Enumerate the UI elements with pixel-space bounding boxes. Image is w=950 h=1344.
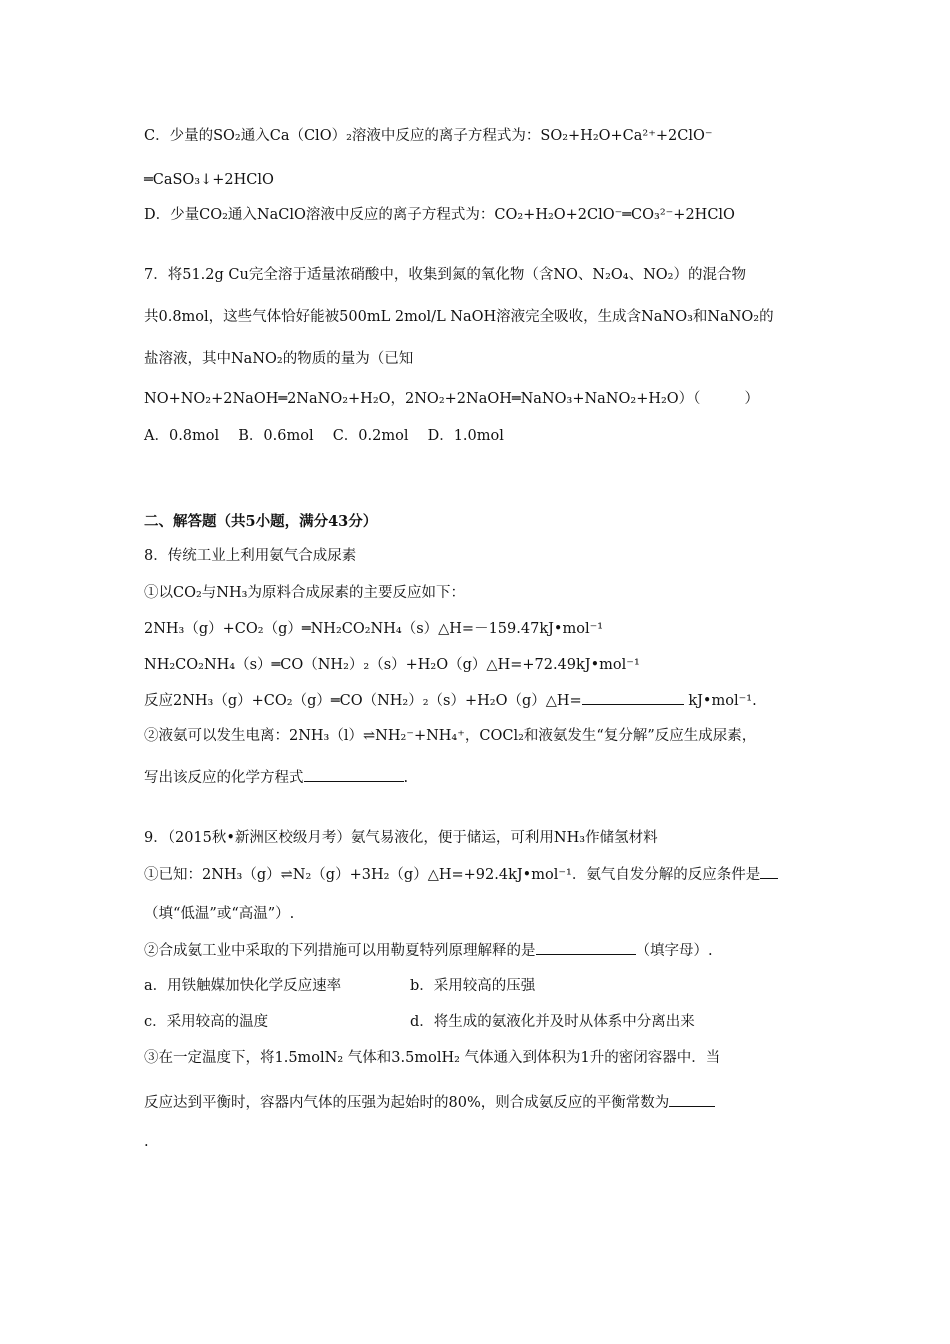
q6-option-d: D．少量CO₂通入NaClO溶液中反应的离子方程式为：CO₂+H₂O+2ClO⁻═CO₃²⁻+2HClO — [144, 207, 735, 223]
q9-p4 — [144, 1092, 824, 1113]
q9-p3: ③在一定温度下，将1.5molN₂ 气体和3.5molH₂ 气体通入到体积为1升的密闭容器中．当 — [144, 1050, 721, 1066]
q7-line1: 7．将51.2g Cu完全溶于适量浓硝酸中，收集到氮的氧化物（含NO、N₂O₄、NO₂）的混合物 — [144, 267, 746, 283]
q8-p3-post: . — [403, 770, 409, 786]
q8-eq3-pre: 反应2NH₃（g）+CO₂（g）═CO（NH₂）₂（s）+H₂O（g）△H= — [144, 693, 582, 709]
q9-option-b: b．采用较高的压强 — [410, 978, 536, 994]
q8-p2: ②液氨可以发生电离：2NH₃（l）⇌NH₂⁻+NH₄⁺，COCl₂和液氨发生“复分解”反应生成尿素， — [144, 728, 757, 744]
q9-p1 — [144, 864, 824, 885]
q9-title: 9．（2015秋•新洲区校级月考）氨气易液化，便于储运，可利用NH₃作储氢材料 — [144, 830, 658, 846]
section2-heading: 二、解答题（共5小题，满分43分） — [144, 513, 378, 530]
q9-options-cd — [144, 1012, 824, 1032]
q9-p1b: （填“低温”或“高温”）. — [144, 906, 295, 922]
q8-p3-pre: 写出该反应的化学方程式 — [144, 770, 304, 786]
q9-option-a: a．用铁触媒加快化学反应速率 — [144, 978, 342, 994]
q6-option-c-line2: ═CaSO₃↓+2HClO — [144, 172, 274, 188]
q7-line4-text: NO+NO₂+2NaOH═2NaNO₂+H₂O，2NO₂+2NaOH═NaNO₃+NaNO₂+H₂O）（ — [144, 391, 701, 407]
q9-p2-post: （填字母）. — [635, 943, 713, 959]
q8-title: 8．传统工业上利用氨气合成尿素 — [144, 548, 357, 564]
q8-eq1: 2NH₃（g）+CO₂（g）═NH₂CO₂NH₄（s）△H=－159.47kJ•mol⁻¹ — [144, 621, 604, 637]
q9-options-ab — [144, 976, 824, 996]
q6-option-c-line1: C．少量的SO₂通入Ca（ClO）₂溶液中反应的离子方程式为：SO₂+H₂O+Ca²⁺+2ClO⁻ — [144, 128, 713, 144]
q7-line3: 盐溶液，其中NaNO₂的物质的量为（已知 — [144, 351, 414, 367]
q9-p2 — [144, 940, 824, 961]
answer-blank[interactable] — [582, 690, 684, 705]
q8-p1: ①以CO₂与NH₃为原料合成尿素的主要反应如下： — [144, 585, 465, 601]
q9-option-c: c．采用较高的温度 — [144, 1014, 269, 1030]
q7-options: A．0.8mol B．0.6mol C．0.2mol D．1.0mol — [144, 428, 504, 444]
q8-eq2: NH₂CO₂NH₄（s）═CO（NH₂）₂（s）+H₂O（g）△H=+72.49kJ•mol⁻¹ — [144, 657, 640, 673]
q8-eq3 — [144, 690, 824, 711]
q8-p3 — [144, 767, 824, 788]
answer-blank[interactable] — [669, 1092, 715, 1107]
answer-blank[interactable] — [304, 767, 404, 782]
answer-blank[interactable] — [536, 940, 636, 955]
answer-blank[interactable] — [760, 864, 778, 879]
q9-p4-text: 反应达到平衡时，容器内气体的压强为起始时的80%，则合成氨反应的平衡常数为 — [144, 1095, 670, 1111]
q9-p2-pre: ②合成氨工业中采取的下列措施可以用勒夏特列原理解释的是 — [144, 943, 536, 959]
q7-line4-end: ） — [744, 391, 759, 407]
q7-line2: 共0.8mol，这些气体恰好能被500mL 2mol/L NaOH溶液完全吸收，生成含NaNO₃和NaNO₂的 — [144, 309, 774, 325]
q9-p5: . — [144, 1134, 149, 1150]
q9-option-d: d．将生成的氨液化并及时从体系中分离出来 — [410, 1014, 695, 1030]
q8-eq3-post: kJ•mol⁻¹. — [683, 693, 757, 709]
q7-line4 — [144, 389, 824, 409]
q9-p1-text: ①已知：2NH₃（g）⇌N₂（g）+3H₂（g）△H=+92.4kJ•mol⁻¹．氨气自发分解的反应条件是 — [144, 867, 761, 883]
